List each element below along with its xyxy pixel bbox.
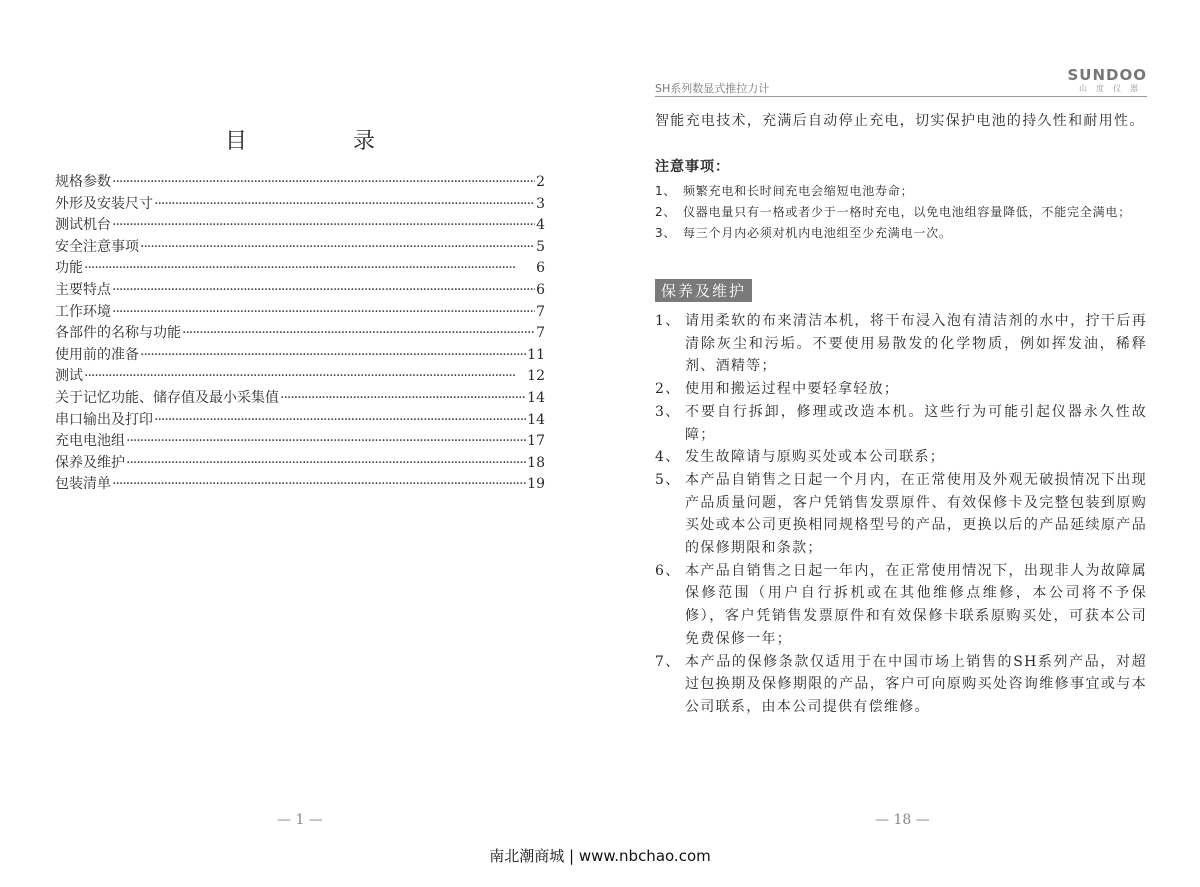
toc-dot-leader <box>112 174 535 190</box>
toc-entry[interactable] <box>55 344 545 366</box>
maintenance-item <box>655 401 1147 446</box>
notes-title: 注意事项： <box>655 159 730 175</box>
toc-dot-leader <box>280 390 526 406</box>
toc-entry[interactable] <box>55 301 545 323</box>
maintenance-text: 不要自行拆卸，修理或改造本机。这些行为可能引起仪器永久性故障； <box>685 403 1147 443</box>
maintenance-text: 本产品自销售之日起一个月内，在正常使用及外观无破损情况下出现产品质量问题，客户凭销售发票原件、有效保修卡及完整包装到原购买处或本公司更换相同规格型号的产品，更换以后的产品延续原产品的保修期限和条款； <box>685 471 1147 557</box>
maintenance-text: 使用和搬运过程中要轻拿轻放； <box>685 381 900 398</box>
note-item <box>655 181 1147 202</box>
running-header: SH系列数显式推拉力计 <box>655 82 770 95</box>
toc-entry-page: 14 <box>527 389 545 406</box>
toc-list <box>55 171 545 495</box>
toc-entry-label: 保养及维护 <box>55 454 125 471</box>
toc-dot-leader <box>154 196 535 212</box>
left-page <box>55 0 545 887</box>
toc-dot-leader <box>126 433 526 449</box>
section-heading: 保养及维护 <box>655 279 752 302</box>
toc-entry-page: 6 <box>536 260 545 277</box>
toc-entry[interactable] <box>55 409 545 431</box>
site-watermark: 南北潮商城 | www.nbchao.com <box>489 847 711 865</box>
toc-entry-label: 串口输出及打印 <box>55 411 153 428</box>
toc-entry-label: 主要特点 <box>55 281 111 298</box>
toc-entry[interactable] <box>55 214 545 236</box>
maintenance-number: 3、 <box>655 403 681 420</box>
toc-entry-label: 充电电池组 <box>55 433 125 450</box>
toc-entry-label: 外形及安装尺寸 <box>55 195 153 212</box>
toc-entry-page: 14 <box>527 411 545 428</box>
toc-entry[interactable] <box>55 236 545 258</box>
brand-subtitle: 山度仪器 <box>1079 84 1147 93</box>
toc-entry[interactable] <box>55 430 545 452</box>
toc-entry-label: 各部件的名称与功能 <box>55 325 181 342</box>
toc-entry-label: 测试 <box>55 368 83 385</box>
toc-entry-page: 18 <box>527 454 545 471</box>
brand-name: SUNDOO <box>1067 66 1147 84</box>
toc-dot-leader <box>182 325 535 341</box>
toc-entry-page: 7 <box>536 303 545 320</box>
note-number: 3、 <box>655 226 677 240</box>
note-item <box>655 223 1147 244</box>
toc-dot-leader <box>140 239 535 255</box>
note-number: 1、 <box>655 184 677 198</box>
toc-entry[interactable] <box>55 322 545 344</box>
maintenance-item <box>655 446 1147 469</box>
toc-dot-leader <box>84 368 526 384</box>
maintenance-text: 本产品的保修条款仅适用于在中国市场上销售的SH系列产品，对超过包换期及保修期限的产品，客户可向原购买处咨询维修事宜或与本公司联系，由本公司提供有偿维修。 <box>685 653 1147 715</box>
toc-entry-page: 6 <box>536 281 545 298</box>
toc-dot-leader <box>112 304 535 320</box>
maintenance-number: 2、 <box>655 381 681 398</box>
toc-entry-page: 4 <box>536 217 545 234</box>
maintenance-number: 5、 <box>655 471 681 488</box>
toc-entry-page: 5 <box>536 238 545 255</box>
toc-dot-leader <box>112 476 526 492</box>
maintenance-number: 4、 <box>655 449 681 466</box>
maintenance-number: 6、 <box>655 562 681 579</box>
toc-entry-page: 12 <box>527 368 545 385</box>
brand-logo <box>1068 67 1148 94</box>
toc-entry-label: 包装清单 <box>55 476 111 493</box>
header-divider <box>655 96 1147 97</box>
toc-entry-label: 工作环境 <box>55 303 111 320</box>
note-number: 2、 <box>655 205 677 219</box>
note-item <box>655 202 1147 223</box>
toc-entry[interactable] <box>55 171 545 193</box>
toc-dot-leader <box>140 347 526 363</box>
toc-entry-label: 安全注意事项 <box>55 238 139 255</box>
note-text: 频繁充电和长时间充电会缩短电池寿命； <box>683 184 914 198</box>
toc-entry-label: 功能 <box>55 260 83 277</box>
toc-entry[interactable] <box>55 365 545 387</box>
toc-entry[interactable] <box>55 452 545 474</box>
toc-entry-page: 2 <box>536 174 545 190</box>
maintenance-text: 本产品自销售之日起一年内，在正常使用情况下，出现非人为故障属保修范围（用户自行拆机或在其他维修点维修，本公司将不予保修），客户凭销售发票原件和有效保修卡联系原购买处，可获本公司免费保修一年； <box>685 562 1147 647</box>
right-page <box>655 0 1147 887</box>
toc-entry-page: 19 <box>527 476 545 493</box>
toc-dot-leader <box>154 412 526 428</box>
toc-entry-label: 测试机台 <box>55 217 111 234</box>
maintenance-list <box>655 310 1147 719</box>
toc-entry[interactable] <box>55 473 545 495</box>
right-page-number: — 18 — <box>875 812 930 828</box>
left-page-number: — 1 — <box>277 812 323 828</box>
toc-entry-page: 7 <box>536 325 545 342</box>
note-text: 仪器电量只有一格或者少于一格时充电，以免电池组容量降低，不能完全满电； <box>683 205 1132 219</box>
toc-dot-leader <box>126 455 526 471</box>
toc-dot-leader <box>112 282 535 298</box>
maintenance-number: 1、 <box>655 313 681 329</box>
maintenance-item <box>655 378 1147 401</box>
maintenance-item <box>655 469 1147 560</box>
toc-entry-page: 3 <box>536 195 545 212</box>
maintenance-number: 7、 <box>655 653 681 670</box>
toc-entry-label: 使用前的准备 <box>55 346 139 363</box>
intro-paragraph: 智能充电技术，充满后自动停止充电，切实保护电池的持久性和耐用性。 <box>655 113 1145 129</box>
note-text: 每三个月内必须对机内电池组至少充满电一次。 <box>683 226 952 240</box>
toc-entry[interactable] <box>55 257 545 279</box>
maintenance-item <box>655 560 1147 651</box>
maintenance-text: 请用柔软的布来清洁本机，将干布浸入泡有清洁剂的水中，拧干后再清除灰尘和污垢。不要使用易散发的化学物质，例如挥发油，稀释剂、酒精等； <box>685 313 1147 375</box>
toc-entry-label: 关于记忆功能、储存值及最小采集值 <box>55 389 279 406</box>
toc-title: 目 录 <box>224 129 417 154</box>
maintenance-item <box>655 310 1147 378</box>
toc-entry-label: 规格参数 <box>55 174 111 190</box>
toc-entry-page: 11 <box>527 346 545 363</box>
toc-dot-leader <box>112 217 535 233</box>
maintenance-text: 发生故障请与原购买处或本公司联系； <box>685 449 946 466</box>
maintenance-item <box>655 651 1147 719</box>
notes-list <box>655 181 1147 244</box>
toc-dot-leader <box>84 260 535 276</box>
toc-entry[interactable] <box>55 387 545 409</box>
toc-entry[interactable] <box>55 279 545 301</box>
toc-entry-page: 17 <box>527 433 545 450</box>
toc-entry[interactable] <box>55 193 545 215</box>
